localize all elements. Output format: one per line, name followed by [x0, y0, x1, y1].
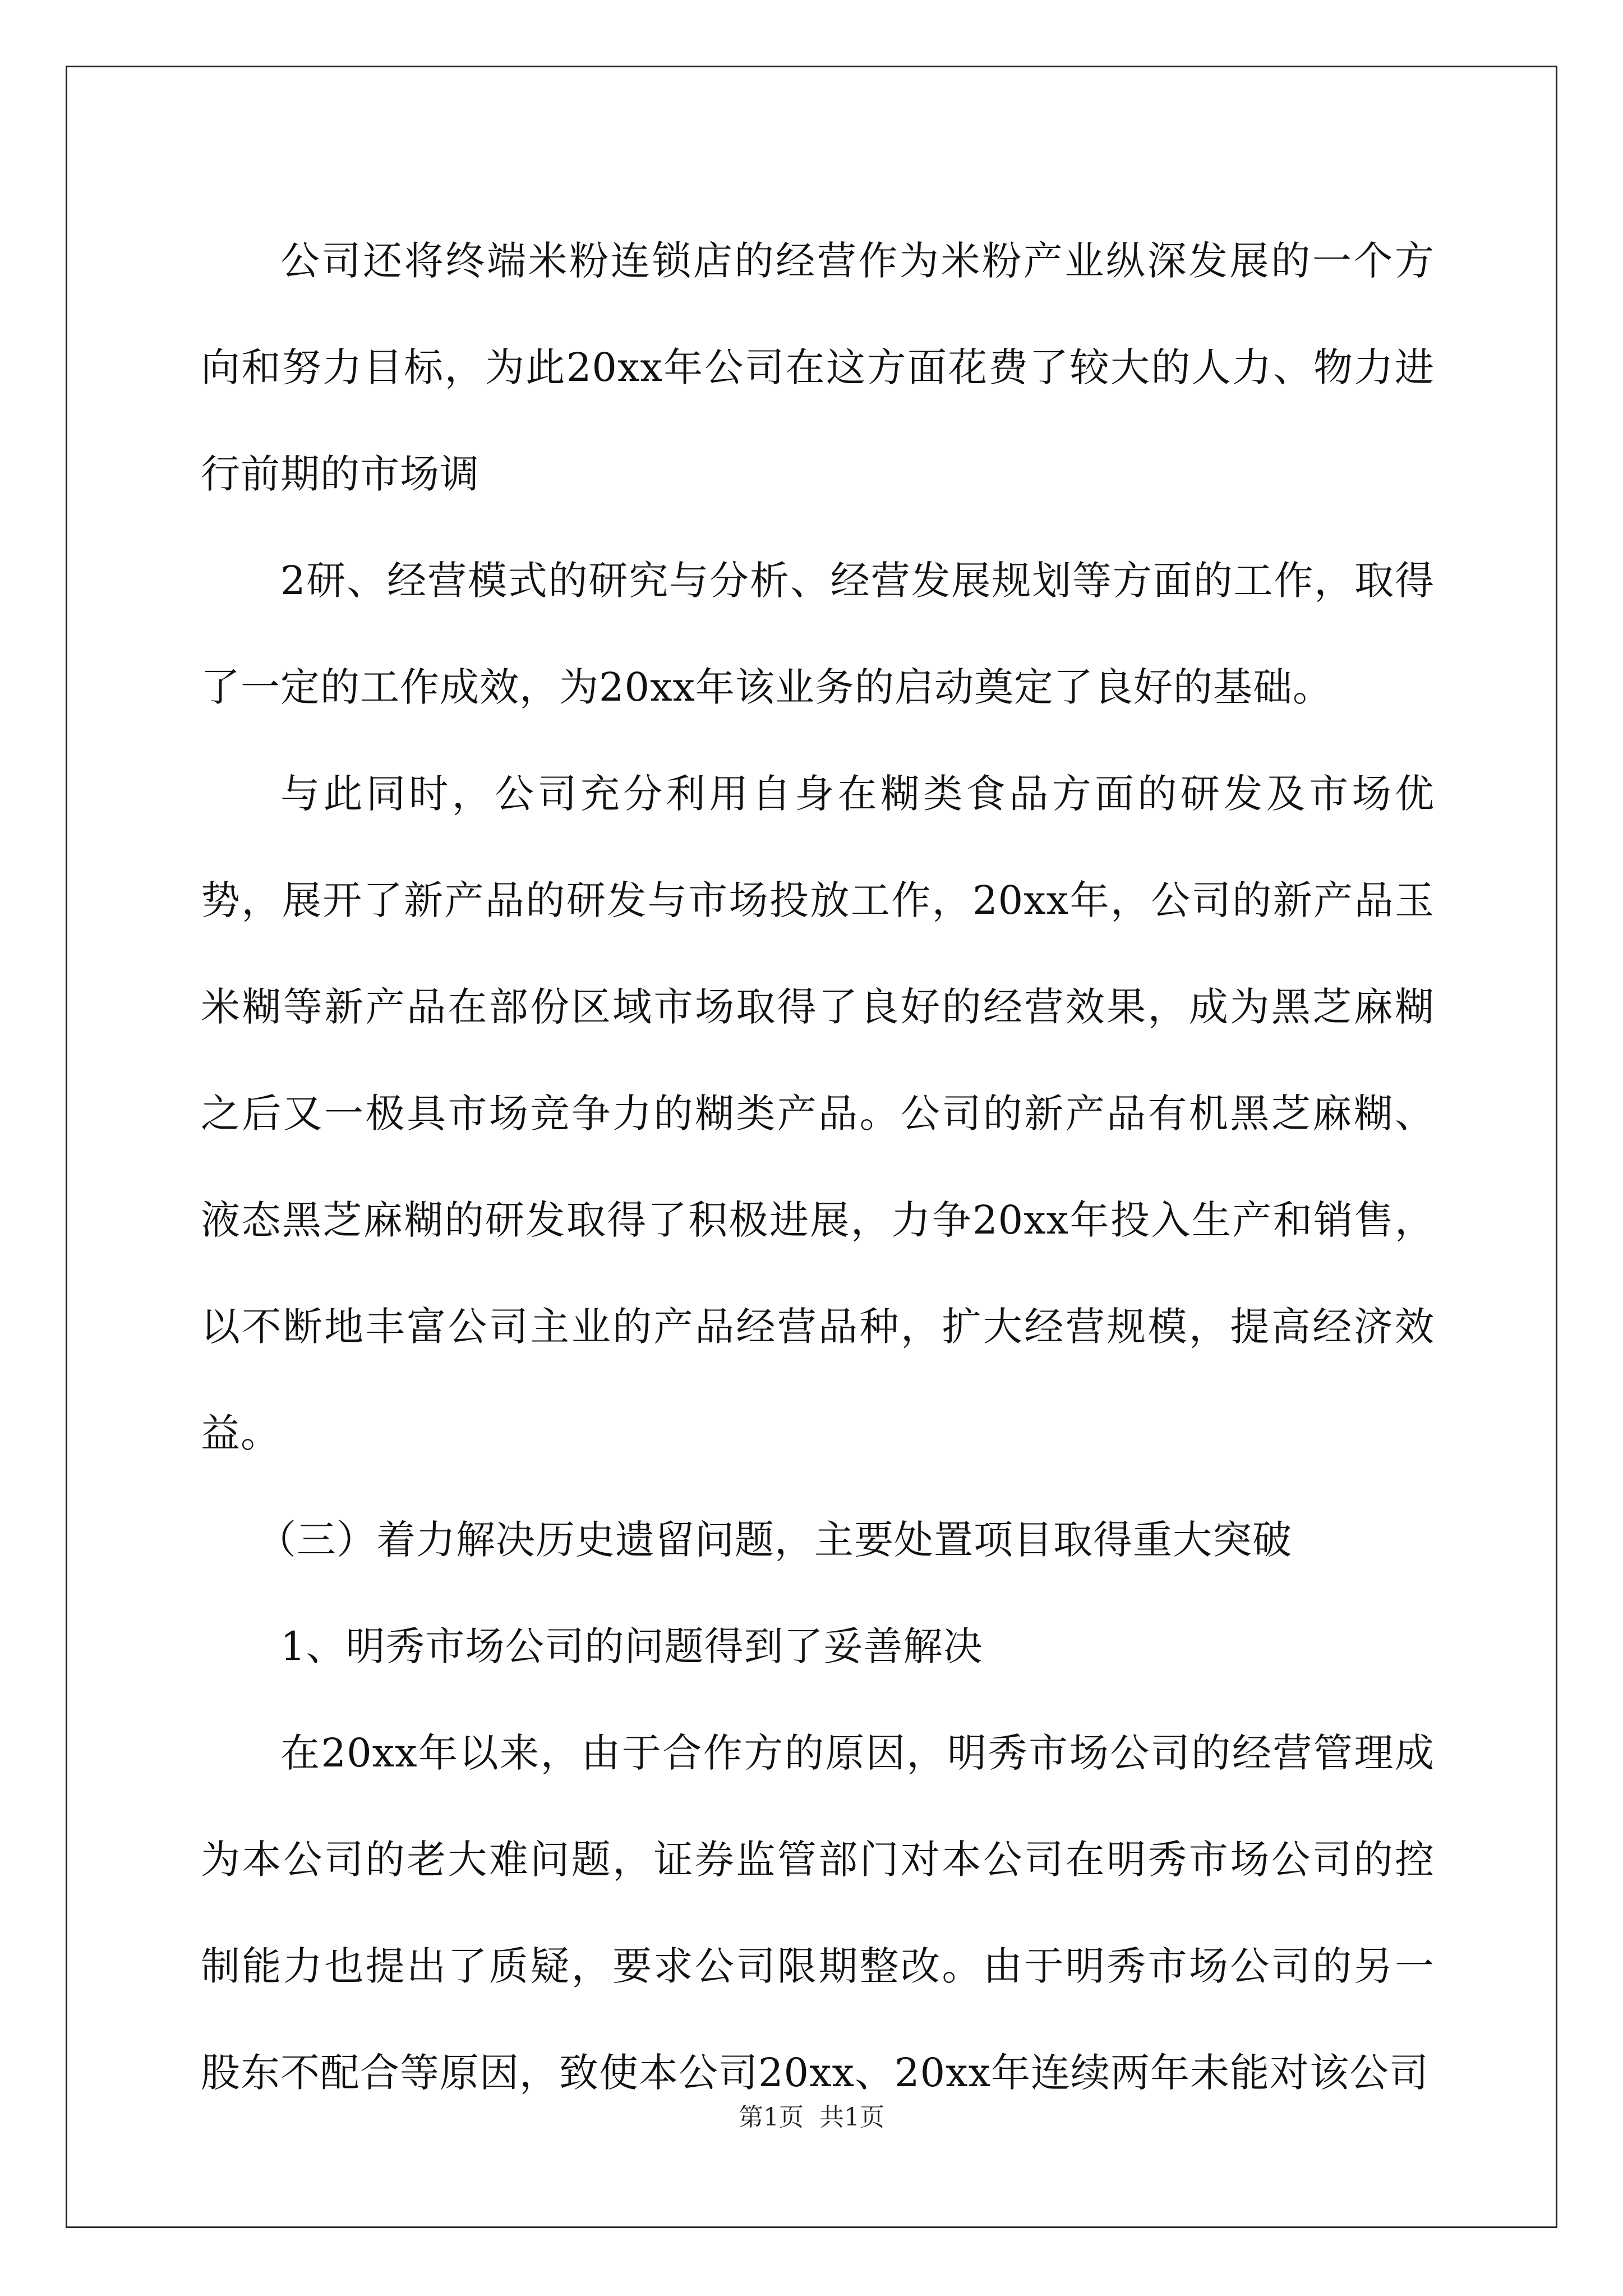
paragraph-4: 在20xx年以来，由于合作方的原因，明秀市场公司的经营管理成为本公司的老大难问题，证券监管部门对本公司在明秀市场公司的控制能力也提出了质疑，要求公司限期整改。由于明秀市场公司的另一股东不配合等原因，致使本公司20xx、20xx年连续两年未能对该公司: [201, 1730, 1435, 2096]
section-heading: （三）着力解决历史遗留问题，主要处置项目取得重大突破: [257, 1517, 1292, 1563]
page-number: 第1页: [739, 2103, 804, 2132]
paragraph-1: 公司还将终端米粉连锁店的经营作为米粉产业纵深发展的一个方向和努力目标，为此20xx年公司在这方面花费了较大的人力、物力进行前期的市场调: [201, 238, 1435, 497]
document-body: [201, 208, 1435, 2126]
subsection-heading: 1、明秀市场公司的问题得到了妥善解决: [280, 1623, 983, 1669]
paragraph-3: 与此同时，公司充分利用自身在糊类食品方面的研发及市场优势，展开了新产品的研发与市场投放工作，20xx年，公司的新产品玉米糊等新产品在部份区域市场取得了良好的经营效果，成为黑芝麻糊之后又一极具市场竞争力的糊类产品。公司的新产品有机黑芝麻糊、液态黑芝麻糊的研发取得了积极进展，力争20xx年投入生产和销售，以不断地丰富公司主业的产品经营品种，扩大经营规模，提高经济效益。: [201, 771, 1435, 1456]
paragraph-2: 2研、经营模式的研究与分析、经营发展规划等方面的工作，取得了一定的工作成效，为20xx年该业务的启动奠定了良好的基础。: [201, 558, 1435, 710]
page-footer: [0, 2101, 1623, 2134]
page-total: 共1页: [819, 2103, 884, 2132]
